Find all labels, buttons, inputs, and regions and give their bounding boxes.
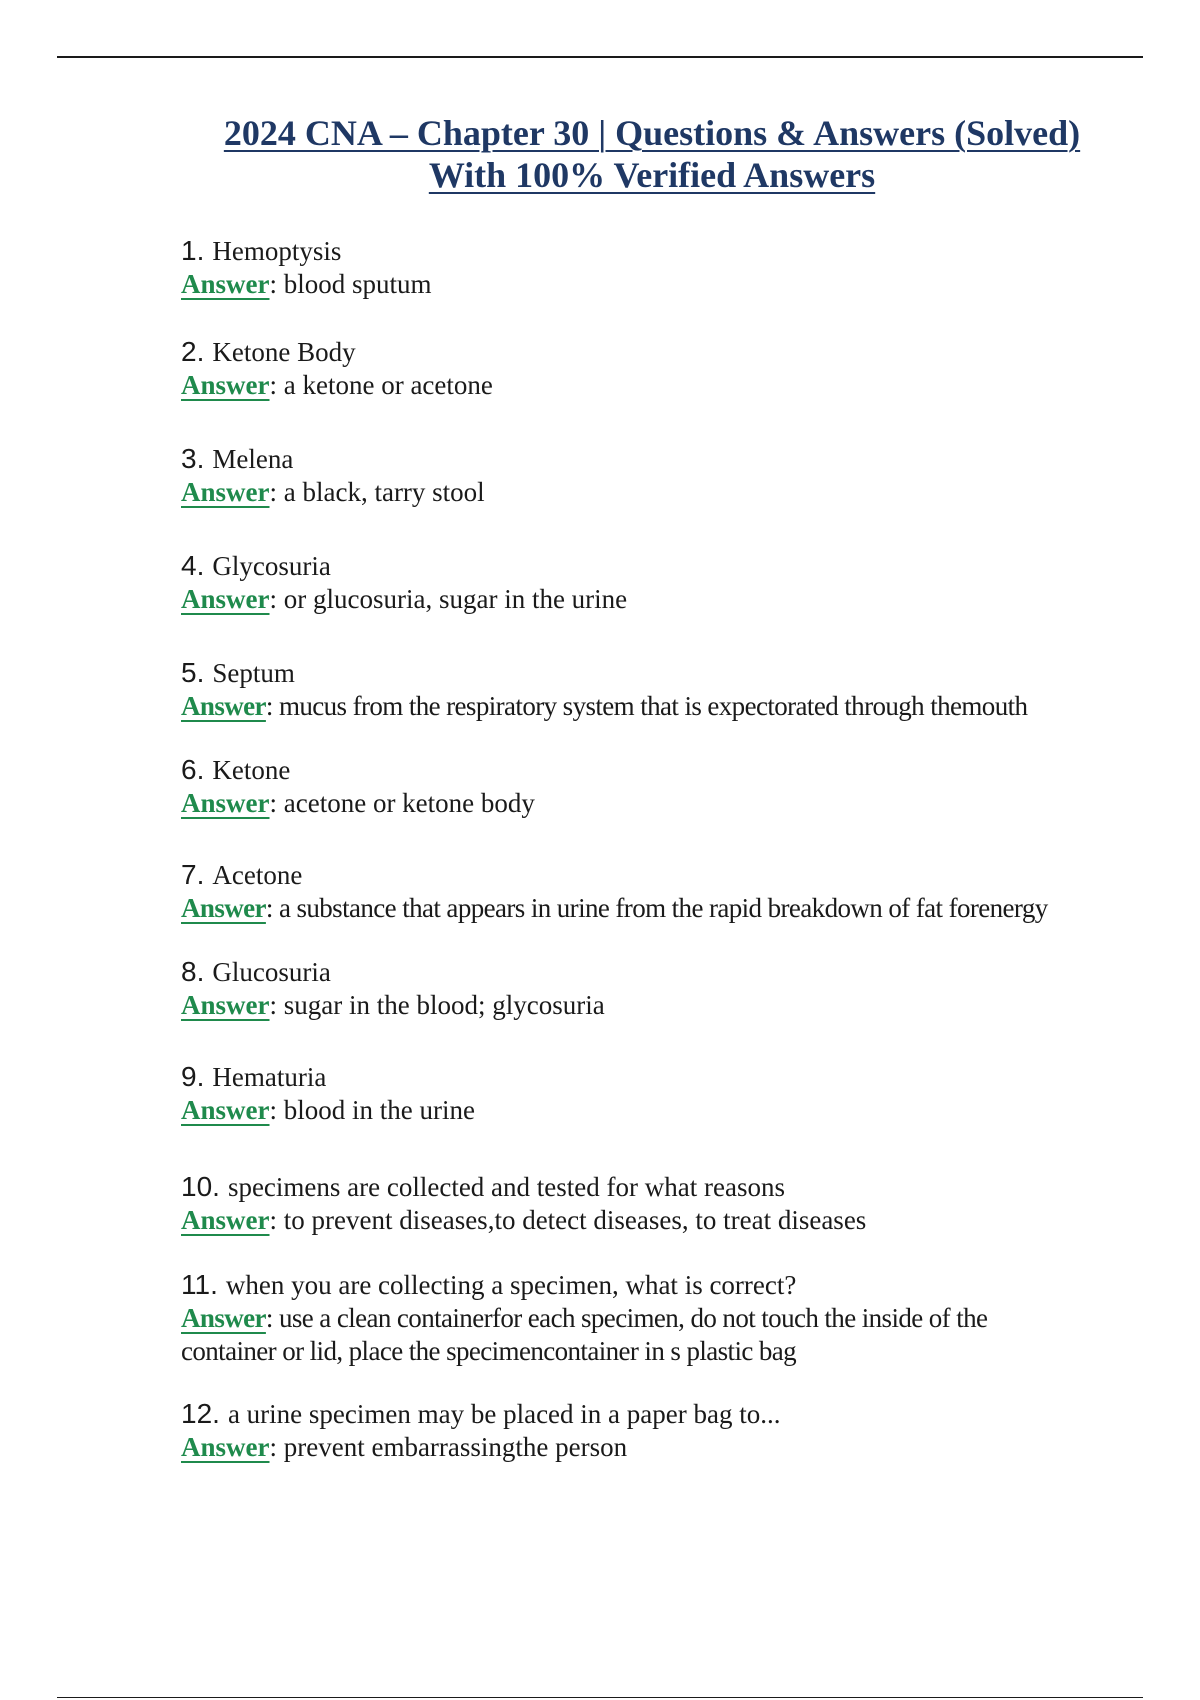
question-line (181, 753, 1181, 787)
answer-line (181, 1204, 1181, 1237)
question-line (181, 656, 1181, 690)
question-text: Glucosuria (212, 957, 331, 987)
qa-item (181, 955, 1181, 1022)
answer-line (181, 268, 1181, 301)
qa-item (181, 858, 1181, 925)
qa-item (181, 753, 1181, 820)
answer-text: : to prevent diseases,to detect diseases, to treat diseases (269, 1205, 867, 1235)
answer-label: Answer (181, 691, 266, 721)
answer-line (181, 690, 1181, 723)
answer-label: Answer (181, 477, 270, 507)
qa-item (181, 335, 1181, 402)
qa-item (181, 1060, 1181, 1127)
question-number: 12. (181, 1398, 220, 1429)
answer-text: : blood in the urine (269, 1095, 475, 1125)
qa-item (181, 1268, 1181, 1368)
question-number: 4. (181, 550, 205, 581)
answer-line (181, 787, 1181, 820)
question-number: 1. (181, 235, 205, 266)
question-number: 6. (181, 754, 205, 785)
answer-line (181, 1094, 1181, 1127)
bottom-rule (57, 1697, 1143, 1698)
answer-line (181, 476, 1181, 509)
question-line (181, 549, 1181, 583)
answer-label: Answer (181, 1205, 270, 1235)
question-number: 11. (181, 1269, 218, 1300)
answer-line (181, 989, 1181, 1022)
answer-label: Answer (181, 1095, 270, 1125)
answer-text: : or glucosuria, sugar in the urine (269, 584, 628, 614)
question-line (181, 1397, 1181, 1431)
question-number: 3. (181, 443, 205, 474)
question-text: Ketone (212, 755, 291, 785)
qa-item (181, 442, 1181, 509)
qa-item (181, 549, 1181, 616)
question-number: 9. (181, 1061, 205, 1092)
question-text: Acetone (212, 860, 303, 890)
answer-label: Answer (181, 893, 266, 923)
answer-label: Answer (181, 1432, 270, 1462)
document-title (52, 112, 1200, 196)
question-number: 10. (181, 1171, 220, 1202)
answer-text: : a black, tarry stool (269, 477, 485, 507)
question-text: Hematuria (212, 1062, 327, 1092)
question-line (181, 858, 1181, 892)
question-text: specimens are collected and tested for what reasons (227, 1172, 785, 1202)
question-line (181, 335, 1181, 369)
qa-item (181, 1170, 1181, 1237)
answer-label: Answer (181, 584, 270, 614)
answer-text: : mucus from the respiratory system that is expectorated through themouth (265, 691, 1028, 721)
answer-text: : blood sputum (269, 269, 432, 299)
answer-label: Answer (181, 788, 270, 818)
answer-text: : sugar in the blood; glycosuria (269, 990, 605, 1020)
answer-label: Answer (181, 269, 270, 299)
question-text: when you are collecting a specimen, what is correct? (225, 1270, 797, 1300)
title-line-1: 2024 CNA – Chapter 30 | Questions & Answers (Solved) (223, 113, 1081, 153)
qa-item (181, 1397, 1181, 1464)
question-text: Glycosuria (212, 551, 331, 581)
question-text: Melena (212, 444, 294, 474)
question-line (181, 442, 1181, 476)
answer-line (181, 583, 1181, 616)
answer-line (181, 1431, 1181, 1464)
answer-text: : prevent embarrassingthe person (269, 1432, 628, 1462)
question-line (181, 955, 1181, 989)
question-line (181, 234, 1181, 268)
question-line (181, 1170, 1181, 1204)
answer-text: : a substance that appears in urine from the rapid breakdown of fat forenergy (265, 893, 1048, 923)
top-rule (57, 56, 1143, 58)
question-line (181, 1060, 1181, 1094)
answer-label: Answer (181, 990, 270, 1020)
title-line-2: With 100% Verified Answers (428, 155, 876, 195)
question-text: a urine specimen may be placed in a paper bag to... (227, 1399, 781, 1429)
answer-text: : a ketone or acetone (269, 370, 493, 400)
answer-label: Answer (181, 370, 270, 400)
question-number: 8. (181, 956, 205, 987)
answer-line (181, 1302, 1061, 1368)
qa-item (181, 656, 1181, 723)
question-number: 5. (181, 657, 205, 688)
answer-label: Answer (181, 1303, 266, 1333)
answer-line (181, 369, 1181, 402)
qa-item (181, 234, 1181, 301)
answer-text: : acetone or ketone body (269, 788, 535, 818)
question-text: Septum (212, 658, 295, 688)
question-number: 2. (181, 336, 205, 367)
question-text: Ketone Body (212, 337, 356, 367)
question-number: 7. (181, 859, 205, 890)
answer-line (181, 892, 1181, 925)
question-text: Hemoptysis (212, 236, 342, 266)
question-line (181, 1268, 1181, 1302)
answer-text: : use a clean containerfor each specimen, do not touch the inside of the container or lid, place the specimencontainer in s plastic bag (181, 1303, 988, 1366)
